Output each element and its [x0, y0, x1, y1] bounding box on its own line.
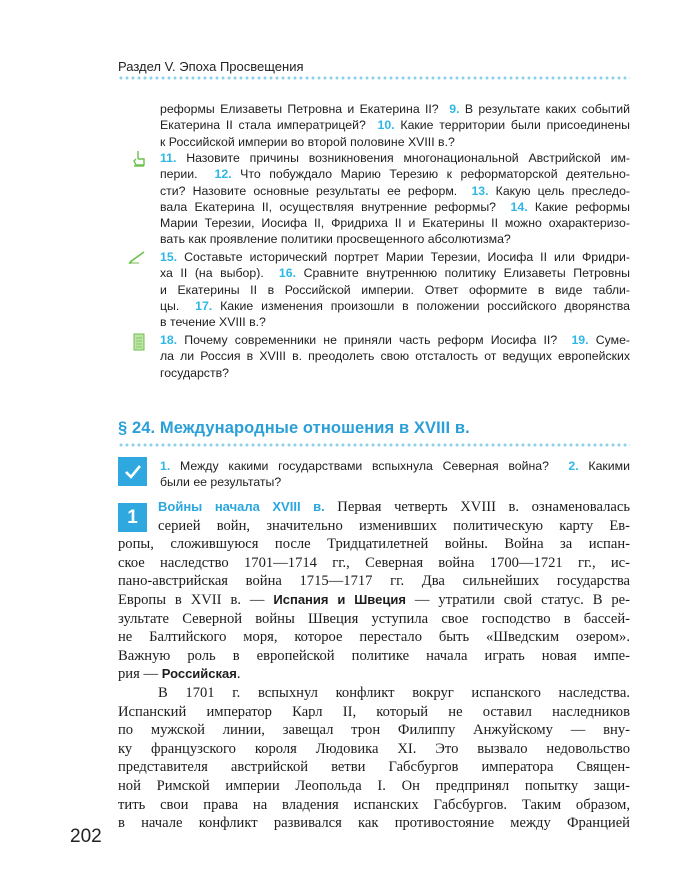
question-number: 11. [160, 151, 177, 165]
question-number: 15. [160, 250, 178, 264]
question-number: 12. [214, 167, 232, 182]
text-line: зультате Северной войны Швеция уступила свое господство в бассей- [118, 610, 630, 627]
text-line: ла ли Россия в XVIII в. преодолеть свою отсталость от ведущих европейских [160, 349, 630, 364]
text-line: В 1701 г. вспыхнул конфликт вокруг испанского наследства. [158, 685, 630, 701]
text-line: Екатерина II стала императрицей? 10. Какие территории были присоединены [160, 118, 630, 133]
text-line: Европы в XVII в. — Испания и Швеция — утратили свой статус. В ре- [118, 591, 631, 608]
questions-block-2 [160, 150, 630, 248]
text-line: к Российской империи во второй половине XVIII в.? [160, 134, 455, 149]
question-number: 16. [278, 266, 297, 281]
question-number: 18. [160, 333, 178, 347]
text-line: были ее результаты? [160, 475, 282, 490]
section-title: § 24. Международные отношения в XVIII в. [118, 419, 470, 437]
text-line: 15. Составьте исторический портрет Марии Терезии, Иосифа II или Фридри- [160, 250, 630, 264]
text-line: представителя австрийской ветви Габсбургов императора Священ- [118, 759, 630, 776]
header-divider [118, 76, 630, 80]
question-number: 9. [449, 102, 460, 116]
text-line: вала Екатерина II, осуществляя внутренние реформы? 14. Какие реформы [160, 199, 631, 214]
check-questions [160, 458, 630, 491]
question-number: 17. [195, 298, 213, 313]
text-line: и Екатерины II в Российской империи. Ответ оформите в виде табли- [160, 282, 630, 297]
text-line: реформы Елизаветы Петровна и Екатерина II? 9. В результате каких событий [160, 102, 631, 116]
text-line: сти? Назовите основные результаты ее реформ. 13. Какую цель преследо- [160, 183, 631, 198]
text-line: ропы, сложившуюся после Тридцатилетней войны. Война за испан- [118, 536, 630, 553]
text-line: 18. Почему современники не приняли часть реформ Иосифа II? 19. Суме- [160, 333, 631, 347]
text-line: перии. 12. Что побуждало Марию Терезию к реформаторской деятельно- [160, 167, 630, 182]
text-line: не Балтийского моря, которое перестало быть «Шведским озером». [118, 629, 630, 646]
text-line: Испанский император Карл II, который не оставил наследников [118, 703, 630, 720]
key-term: Испания и Швеция [273, 591, 406, 607]
notebook-icon [133, 333, 145, 356]
text-line: по мужской линии, завещал трон Филиппу Анжуйскому — вну- [118, 722, 630, 739]
pointing-hand-icon [132, 150, 146, 173]
text-line: Марии Терезии, Иосифа II, Фридриха II и Екатерины II можно охарактеризо- [160, 216, 630, 231]
question-number: 13. [471, 183, 489, 198]
subsection-badge: 1 [118, 503, 147, 532]
text-line: рия — Российская. [118, 666, 241, 683]
running-header: Раздел V. Эпоха Просвещения [118, 59, 304, 74]
questions-block-4 [160, 332, 630, 381]
question-number: 2. [568, 459, 579, 473]
text-line: ское наследство 1701—1714 гг., Северная война 1700—1721 гг., ис- [118, 554, 630, 571]
text-line: ха II (на выбор). 16. Сравните внутреннюю политику Елизаветы Петровны [160, 266, 630, 281]
text-line: цы. 17. Какие изменения произошли в положении российского дворянства [160, 298, 630, 313]
text-line: тить свои права на владения испанских Габсбургов. Таким образом, [118, 796, 630, 813]
pen-icon [128, 250, 148, 269]
question-number: 1. [160, 459, 171, 473]
subsection-heading: Войны начала XVIII в. [158, 499, 325, 514]
text-line: государств? [160, 365, 229, 380]
text-line: Войны начала XVIII в. Первая четверть XVIII в. ознаменовалась [158, 499, 630, 515]
check-icon [118, 457, 147, 486]
text-line: ку французского короля Людовика XI. Это вызвало недовольство [118, 740, 630, 757]
text-line: 11. Назовите причины возникновения многонациональной Австрийской им- [160, 151, 630, 165]
text-line: Важную роль в европейской политике начала играть новая импе- [118, 647, 630, 664]
body-paragraph-2 [118, 684, 630, 833]
key-term: Российская [161, 666, 237, 682]
question-number: 10. [377, 118, 395, 133]
questions-block-3 [160, 249, 630, 330]
question-number: 14. [510, 199, 528, 214]
question-number: 19. [571, 333, 589, 347]
text-line: в начале конфликт развивался как противостояние между Францией [118, 815, 630, 832]
title-divider [118, 443, 630, 447]
text-line: в течение XVIII в.? [160, 315, 266, 330]
body-paragraph-1 [118, 498, 630, 684]
text-line: ной Римской империи Леопольда I. Он предпринял попытку защи- [118, 777, 630, 794]
text-line: пано-австрийская война 1715—1717 гг. Два сильнейших государства [118, 573, 630, 590]
text-line: 1. Между какими государствами вспыхнула Северная война? 2. Какими [160, 459, 630, 473]
text-line: серией войн, значительно изменивших политическую карту Ев- [158, 517, 630, 534]
text-line: вать как проявление политики просвещенного абсолютизма? [160, 232, 511, 247]
page-number: 202 [70, 826, 102, 847]
questions-block-1 [160, 101, 630, 150]
